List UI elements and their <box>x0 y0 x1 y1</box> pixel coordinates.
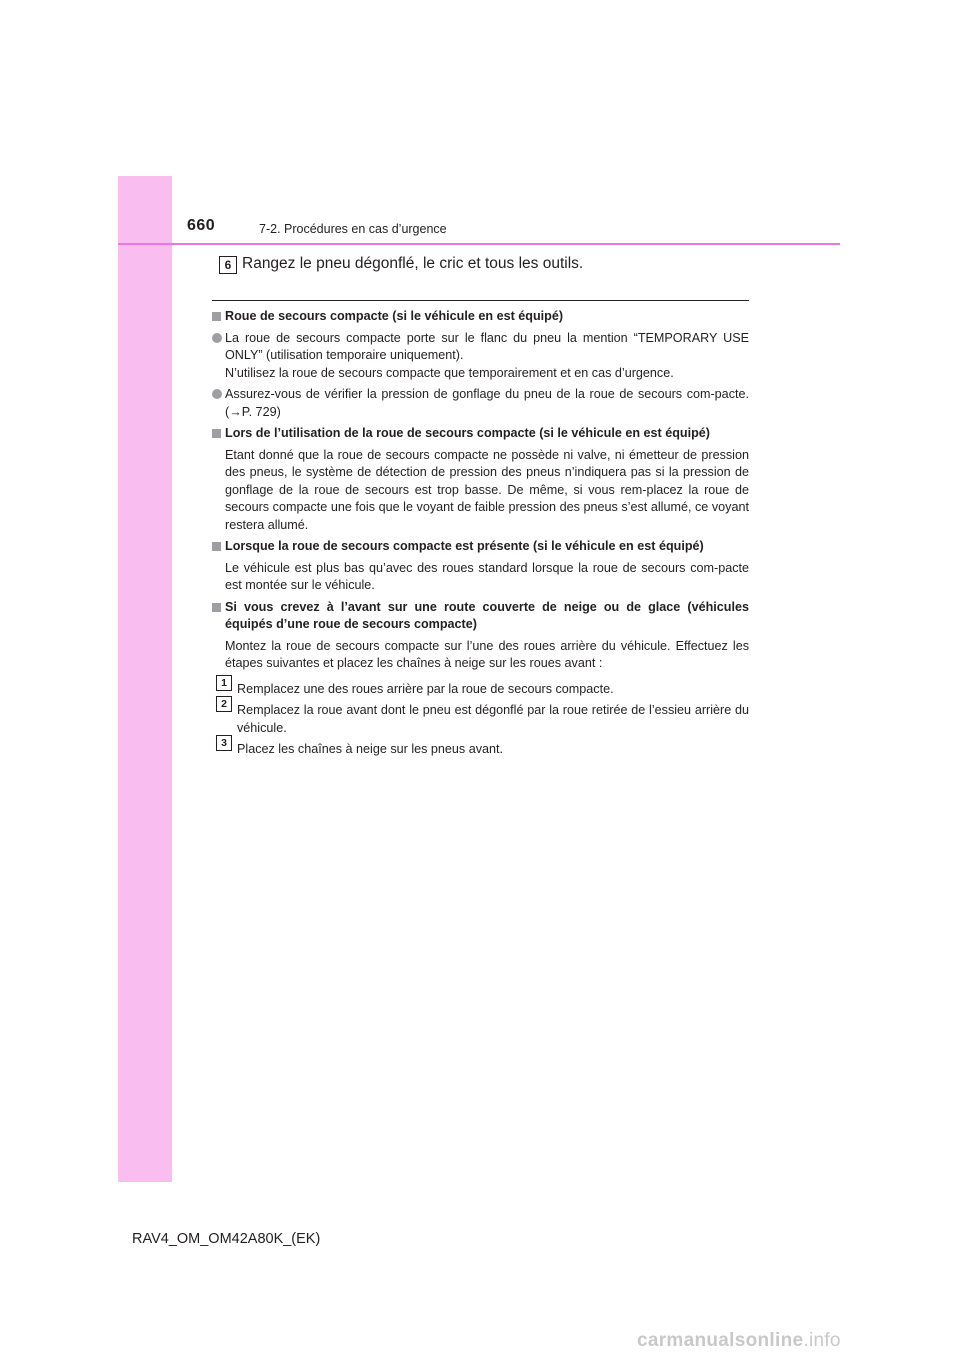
chapter-sidebar-band <box>118 176 172 1182</box>
round-bullet-icon <box>212 333 222 343</box>
step-list <box>212 676 749 759</box>
step-item-2: 2 Remplacez la roue avant dont le pneu est dégonflé par la roue retirée de l’essieu arrière du véhicule. <box>212 702 749 737</box>
bullet-item: La roue de secours compacte porte sur le flanc du pneu la mention “TEMPORARY USE ONLY” (utilisation temporaire uniquement). N’utilisez la roue de secours compacte que temporairement et en cas d’urgence. <box>212 330 749 383</box>
bullet-item: Assurez-vous de vérifier la pression de gonflage du pneu de la roue de secours com-pacte. (→P. 729) <box>212 386 749 421</box>
source-watermark: carmanualsonline.info <box>637 1330 841 1351</box>
header-rule <box>118 243 840 245</box>
step-item-1: 1 Remplacez une des roues arrière par la roue de secours compacte. <box>212 681 749 699</box>
section-text: Montez la roue de secours compacte sur l’une des roues arrière du véhicule. Effectuez les étapes suivantes et placez les chaînes à neige sur les roues avant : <box>225 638 749 670</box>
step-number-box: 3 <box>216 735 232 751</box>
step-item-3: 3 Placez les chaînes à neige sur les pneus avant. <box>212 741 749 759</box>
step-number-box: 1 <box>216 675 232 691</box>
section-compact-spare-present <box>212 538 749 595</box>
square-bullet-icon <box>212 542 221 551</box>
section-title: Lorsque la roue de secours compacte est présente (si le véhicule en est équipé) <box>212 538 749 556</box>
step-number-box: 2 <box>216 696 232 712</box>
section-using-compact-spare <box>212 425 749 534</box>
round-bullet-icon <box>212 389 222 399</box>
step-6-number-box: 6 <box>219 256 237 274</box>
section-title: Si vous crevez à l’avant sur une route couverte de neige ou de glace (véhicules équipés d’une roue de secours compacte) <box>212 599 749 634</box>
square-bullet-icon <box>212 312 221 321</box>
page-number: 660 <box>187 217 216 234</box>
section-compact-spare <box>212 308 749 421</box>
section-title: Roue de secours compacte (si le véhicule en est équipé) <box>212 308 749 326</box>
section-text: Etant donné que la roue de secours compacte ne possède ni valve, ni émetteur de pression des pneus, le système de détection de pression des pneus n’indiquera pas si la pression de gonflage de la roue de secours est trop basse. De même, si vous rem-placez la roue de secours compacte une fois que le voyant de faible pression des pneus s’est allumé, ce voyant restera allumé. <box>225 447 749 532</box>
section-front-flat-snow <box>212 599 749 759</box>
square-bullet-icon <box>212 429 221 438</box>
chapter-title: 7-2. Procédures en cas d’urgence <box>259 222 447 236</box>
square-bullet-icon <box>212 603 221 612</box>
document-code: RAV4_OM_OM42A80K_(EK) <box>132 1231 321 1247</box>
step-6-text: Rangez le pneu dégonflé, le cric et tous les outils. <box>242 255 584 272</box>
section-text: Le véhicule est plus bas qu’avec des roues standard lorsque la roue de secours com-pacte est montée sur le véhicule. <box>225 560 749 592</box>
notes-content <box>212 308 749 763</box>
section-divider <box>212 300 749 301</box>
section-title: Lors de l’utilisation de la roue de secours compacte (si le véhicule en est équipé) <box>212 425 749 443</box>
